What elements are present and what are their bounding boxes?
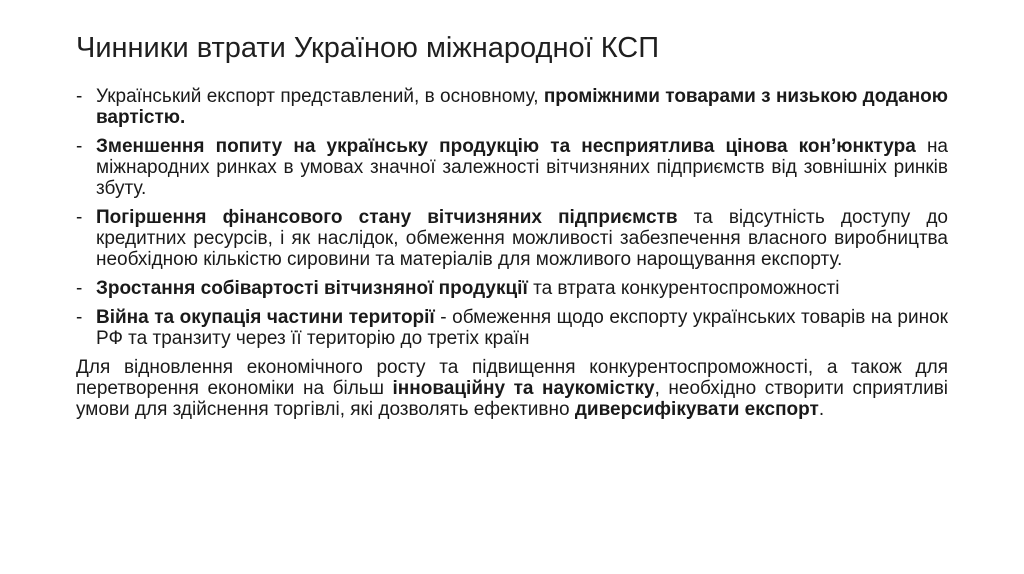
bullet-item	[76, 207, 948, 270]
slide-content	[76, 86, 948, 420]
bullet-item	[76, 136, 948, 199]
bullet-marker: -	[76, 307, 83, 328]
bold-text: диверсифікувати експорт	[574, 399, 819, 420]
bullet-text	[96, 207, 948, 270]
normal-text: .	[818, 399, 825, 420]
normal-text: та відсутність доступу до кредитних ресурсів, і як наслідок, обмеження можливості забезпечення власного виробництва необхідною кількістю сировини та матеріалів для можливого нарощування експорту.	[96, 207, 948, 270]
bullet-item	[76, 278, 948, 299]
bullet-text	[96, 86, 948, 128]
bullet-item	[76, 86, 948, 128]
slide-title: Чинники втрати Україною міжнародної КСП	[76, 32, 660, 64]
bold-text: Погіршення фінансового стану вітчизняних підприємств	[96, 207, 678, 228]
normal-text: на міжнародних ринках в умовах значної залежності вітчизняних підприємств від зовнішніх ринків збуту.	[96, 136, 949, 199]
normal-text: Український експорт представлений, в основному,	[96, 86, 544, 107]
bold-text: проміжними товарами з низькою доданою вартістю.	[96, 86, 948, 128]
bold-text: Зростання собівартості вітчизняної продукції	[96, 278, 528, 299]
bullet-marker: -	[76, 278, 83, 299]
bullet-marker: -	[76, 136, 83, 157]
bullet-item	[76, 307, 948, 349]
bullet-text	[96, 136, 948, 199]
normal-text: Для відновлення економічного росту та підвищення конкурентоспроможності, а також для перетворення економіки на більш	[76, 357, 948, 399]
closing-paragraph	[76, 357, 948, 420]
normal-text: та втрата конкурентоспроможності	[527, 278, 840, 299]
bold-text: Війна та окупація частини території	[96, 307, 435, 328]
normal-text: , необхідно створити сприятливі умови для здійснення торгівлі, які дозволять ефективно	[76, 378, 949, 420]
bold-text: Зменшення попиту на українську продукцію та несприятлива цінова кон’юнктура	[96, 136, 916, 157]
bold-text: інноваційну та наукомістку	[392, 378, 655, 399]
bullet-marker: -	[76, 86, 83, 107]
bullet-text	[96, 307, 948, 349]
bullet-text	[96, 278, 948, 299]
normal-text: - обмеження щодо експорту українських товарів на ринок РФ та транзиту через її територію до третіх країн	[96, 307, 948, 349]
bullet-marker: -	[76, 207, 83, 228]
